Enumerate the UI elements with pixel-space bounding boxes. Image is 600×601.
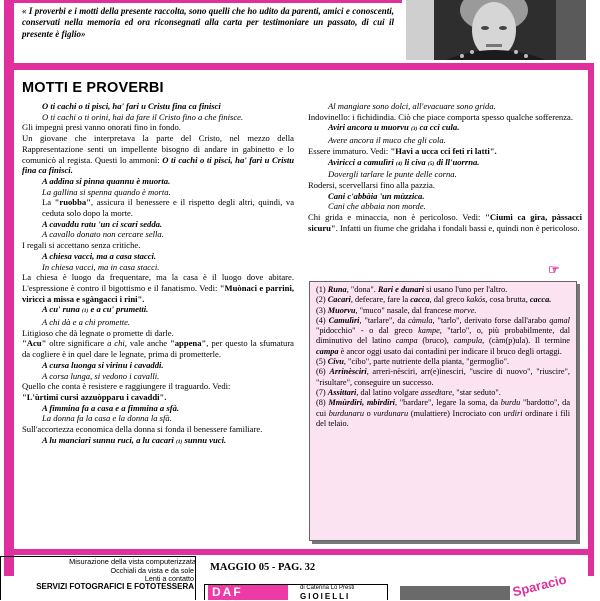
proverb-7-explanation: Sull'accortezza economica della donna si fonda il benessere familiare.	[22, 424, 263, 435]
proverb-2-translation: La gallina si spenna quando è morta.	[42, 186, 171, 197]
column-left	[22, 101, 294, 448]
proverb-1: O ti cachi o ti pisci, ha' fari u Cristu fina ca finisci	[42, 101, 221, 111]
footnote-5: (5) Civu, "cibo", parte nutriente della pianta, "germoglio".	[316, 357, 510, 367]
proverb-5: A cu' runa (1) e a cu' prumetti.	[42, 304, 149, 315]
intro-quote: « I proverbi e i motti della presente raccolta, sono quelli che ho udito da parenti, amici e conoscenti, conservati nella memoria ed ora riconsegnati alla carta per testimoniare un passato, di cui il presente è figlio»	[22, 6, 394, 39]
ad-sparacio-photo	[400, 586, 510, 600]
ad-jewelry-logo: DAF	[208, 585, 288, 600]
proverb-11-explanation: Chi grida e minaccia, non è pericoloso. Vedi: "Ciumi ca gira, pàssacci sicuru". Infatti un fiume che gridaha i fondali bassi e, quindi non è pericoloso.	[308, 212, 582, 233]
proverb-7-translation: La donna fa la casa e la donna la sfà.	[42, 413, 172, 424]
proverb-5-explanation: Litigioso che dà legnate o promette di darle.	[22, 327, 174, 338]
proverb-3-explanation: I regali si accettano senza critiche.	[22, 240, 141, 251]
proverb-8-explanation: Indovinello: i fichidindia. Ciò che piace comporta spesso qualche sofferenza.	[308, 111, 573, 122]
proverb-9: Aviri ancora u muorvu (3) ca cci cula.	[328, 122, 460, 133]
footnote-4: (4) Camulìri, "tarlare", da càmula, "tarlo", derivato forse dall'arabo qamal "pidocchio" - o dal greco kampe, "tarlo", o, più probabilmente, dal diminutivo del latino campa (bruco), campula, (càm(p)ula). Il termine campa è ancor oggi usato dai contadini per indicare il bruco degli ortaggi.	[316, 315, 571, 356]
footnote-3: (3) Muorvu, "muco" nasale, dal francese morve.	[316, 305, 477, 315]
ad-optician-line-1: Misurazione della vista computerizzata	[69, 558, 196, 566]
proverb-4: A chiesa vacci, ma a casa stacci.	[42, 250, 157, 261]
page-footer: MAGGIO 05 - PAG. 32	[210, 562, 316, 573]
footnote-8: (8) Mmùrdiri, mbirdiri, "bardare", legare la soma, da burdu "bardotto", da cui burdunaru o vurdunaru (mulattiere) Incrociato con urdiri ordinare i fili del telaio.	[316, 398, 571, 428]
proverb-10: Avìricci a camulìri (4) li civa (5) di ll'uorrna.	[328, 156, 480, 167]
frame-bar-under-intro	[4, 63, 592, 70]
proverb-9-explanation: Essere immaturo. Vedi: "Havi a ucca cci feti ri latti".	[308, 145, 497, 156]
proverb-5-translation: A chi dà e a chi promette.	[42, 317, 131, 328]
footnote-7: (7) Assittari, dal latino volgare assedtare, "star seduto".	[316, 387, 501, 397]
proverb-9-translation: Avere ancora il muco che gli cola.	[328, 135, 446, 146]
proverb-10-translation: Dovergli tarlare le punte delle corna.	[328, 169, 457, 180]
proverb-6-explanation: Quello che conta è resistere e raggiungere il traguardo. Vedi: "L'ùrtimi cursi azzuòpparu i cavaddi".	[22, 381, 231, 402]
ad-jewelry-name: GIOIELLI	[300, 592, 351, 601]
proverb-6-translation: A corsa lunga, si vedono i cavalli.	[42, 370, 160, 381]
proverb-8: A lu manciari sunnu ruci, a lu cacari (1) sunnu vuci.	[42, 434, 227, 445]
portrait-photo	[406, 0, 586, 60]
ad-jewelry-owner: di Caterina Lo Presti	[300, 585, 355, 591]
proverb-10-explanation: Rodersi, scervellarsi fino alla pazzia.	[308, 179, 435, 190]
pointing-hand-icon: ☞	[548, 262, 560, 277]
proverb-11-translation: Cani che abbaia non morde.	[328, 201, 426, 212]
proverb-1-story: Un giovane che interpretava la parte del Cristo, nel mezzo della Rappresentazione senti un impellente bisogno di andare in gabinetto e lo comunicò al regista. Questi lo ammonì: O ti cachi o ti pisci, ha' fari u Cristu fina ca finisci.	[22, 133, 294, 176]
ad-optician	[0, 558, 196, 600]
ad-optician-line-4: SERVIZI FOTOGRAFICI E FOTOTESSERA	[36, 582, 194, 591]
proverb-6: A cursa luonga si virinu i cavaddi.	[42, 359, 164, 370]
frame-bar-bottom	[4, 549, 594, 555]
ad-sparacio-logo: Sparacio	[511, 571, 568, 600]
proverb-5-note: "Acu" oltre significare a chi, vale anche "appena", per questo la sfumatura da cogliere è in quel dare le legnate, prima di prometterle.	[22, 338, 294, 360]
ad-optician-line-2: Occhiali da vista e da sole	[110, 565, 194, 575]
proverb-7: A fimmina fa a casa e a fimmina a sfà.	[42, 402, 180, 413]
proverb-8-translation: Al mangiare sono dolci, all'evacuare sono grida.	[328, 101, 496, 111]
footnote-2: (2) Cacari, defecare, fare la cacca, dal greco kakós, cosa brutta, cacca.	[316, 295, 552, 305]
column-right	[308, 101, 582, 233]
proverb-2-explanation: La "ruobba", assicura il benessere e il rispetto degli altri, quindi, va ceduta solo dopo la morte.	[42, 197, 295, 219]
proverb-1-translation: O ti cachi o ti orini, hai da fare il Cristo fino a che finisce.	[42, 111, 244, 122]
section-title: MOTTI E PROVERBI	[22, 80, 164, 96]
proverb-1-explanation: Gli impegni presi vanno onorati fino in fondo.	[22, 122, 181, 133]
proverb-3: A cavaddu ratu 'un ci scari sedda.	[42, 218, 163, 229]
footnote-1: (1) Runa, "dona". Rari e dunari si usano l'uno per l'altro.	[316, 285, 508, 294]
frame-bar-right	[588, 63, 594, 576]
proverb-11: Cani c'abbàia 'un mùzzica.	[328, 190, 425, 201]
proverb-3-translation: A cavallo donato non cercare sella.	[42, 229, 164, 240]
frame-bar-top-left	[4, 0, 402, 3]
proverb-2: A addina si pinna quannu è muorta.	[42, 175, 171, 186]
footnotes-box	[309, 281, 577, 541]
frame-bar-left	[4, 0, 14, 576]
ad-optician-lines	[0, 567, 194, 592]
ad-optician-line-3: Lenti a contatto	[144, 573, 194, 583]
proverb-4-explanation: La chiesa è luogo da frequentare, ma la casa è il luogo dove abitare. L'espressione è contro il bigottismo e il fanatismo. Vedi: "Muònaci e parrini, virìcci a missa e sgàngacci i rini".	[22, 272, 294, 304]
footnote-6: (6) Arrinèsciri, arreri-nèsciri, arr(e)inesciri, "uscire di nuovo", "riuscire", "risultare", conseguire un successo.	[316, 367, 570, 387]
proverb-4-translation: In chiesa vacci, ma in casa stacci.	[42, 261, 160, 272]
